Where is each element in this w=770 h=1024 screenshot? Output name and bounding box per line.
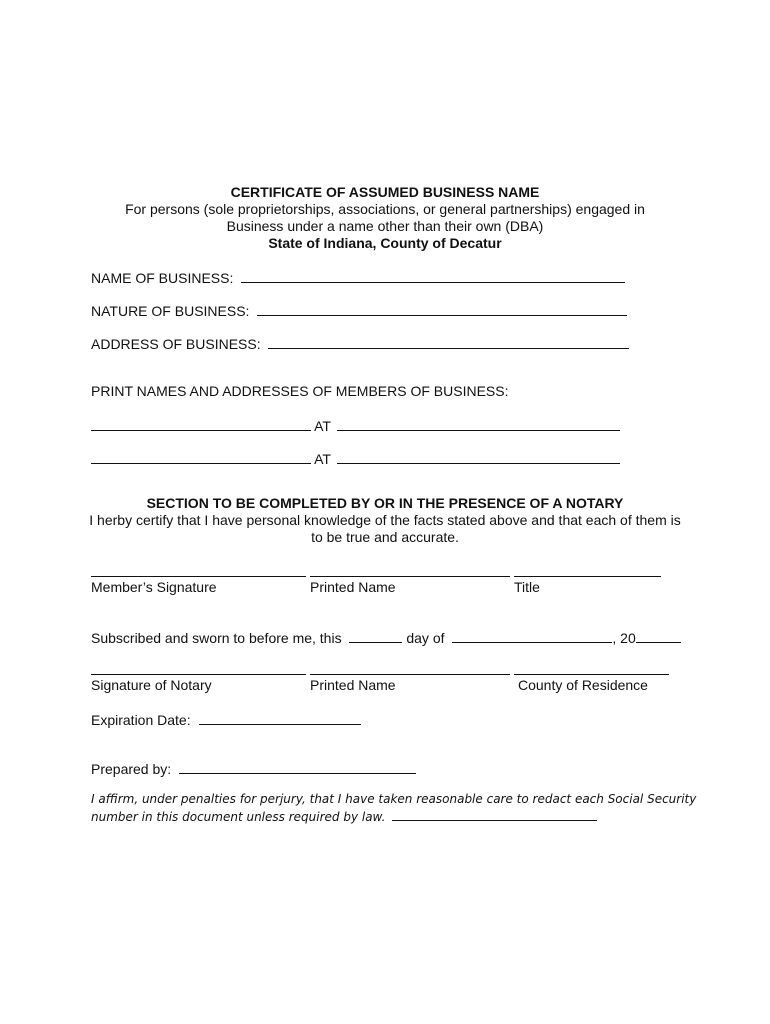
member-name-field-2[interactable] [91,449,311,464]
prepared-by-field[interactable] [179,759,416,774]
notary-signature-label: Signature of Notary [91,677,212,693]
notary-printed-name-label: Printed Name [310,677,396,693]
affirmation-line2-row [91,808,691,826]
nature-of-business-row [91,301,627,320]
name-of-business-field[interactable] [241,268,625,283]
subscribed-row [91,628,681,647]
name-of-business-label: NAME OF BUSINESS: [91,270,234,286]
affirmation-statement [91,790,697,826]
nature-of-business-field[interactable] [257,301,627,316]
member-address-field-1[interactable] [337,416,620,431]
name-of-business-row [91,268,625,287]
document-subtitle-line2: Business under a name other than their own (DBA) [226,218,544,234]
subscribed-label: Subscribed and sworn to before me, this [91,630,342,646]
member-at-label-2: AT [314,451,331,467]
address-of-business-field[interactable] [268,334,629,349]
member-row-2 [91,449,620,468]
month-field[interactable] [452,628,612,643]
member-title-field[interactable] [514,576,661,577]
notary-county-label: County of Residence [518,677,648,693]
notary-section [80,495,690,546]
day-field[interactable] [349,628,402,643]
member-printed-name-field[interactable] [310,576,510,577]
notary-county-field[interactable] [514,674,669,675]
document-subtitle-line1: For persons (sole proprietorships, associations, or general partnerships) engaged in [125,201,645,217]
expiration-date-field[interactable] [199,710,361,725]
document-header [80,184,690,252]
prepared-by-row [91,759,416,778]
year-prefix-label: , 20 [612,630,636,646]
prepared-by-label: Prepared by: [91,761,172,777]
notary-certify-line2: to be true and accurate. [311,529,459,545]
member-title-label: Title [514,579,540,595]
members-prompt: PRINT NAMES AND ADDRESSES OF MEMBERS OF BUSINESS: [91,383,509,399]
document-title: CERTIFICATE OF ASSUMED BUSINESS NAME [230,184,540,200]
notary-heading: SECTION TO BE COMPLETED BY OR IN THE PRESENCE OF A NOTARY [146,495,624,511]
member-printed-name-label: Printed Name [310,579,396,595]
member-name-field-1[interactable] [91,416,311,431]
affirmation-signature-field[interactable] [392,808,597,821]
address-of-business-row [91,334,629,353]
notary-certify-line1: I herby certify that I have personal knowledge of the facts stated above and that each of them is [89,512,681,528]
member-address-field-2[interactable] [337,449,620,464]
expiration-date-label: Expiration Date: [91,712,191,728]
document-jurisdiction: State of Indiana, County of Decatur [268,235,502,251]
member-signature-label: Member’s Signature [91,579,217,595]
member-row-1 [91,416,620,435]
notary-printed-name-field[interactable] [310,674,510,675]
nature-of-business-label: NATURE OF BUSINESS: [91,303,250,319]
affirmation-line2: number in this document unless required by law. [91,810,386,824]
day-of-label: day of [406,630,445,646]
address-of-business-label: ADDRESS OF BUSINESS: [91,336,261,352]
member-at-label-1: AT [314,418,331,434]
expiration-row [91,710,361,729]
notary-signature-field[interactable] [91,674,306,675]
year-field[interactable] [636,628,681,643]
affirmation-line1: I affirm, under penalties for perjury, that I have taken reasonable care to redact each Social Security [91,792,697,806]
member-signature-field[interactable] [91,576,306,577]
